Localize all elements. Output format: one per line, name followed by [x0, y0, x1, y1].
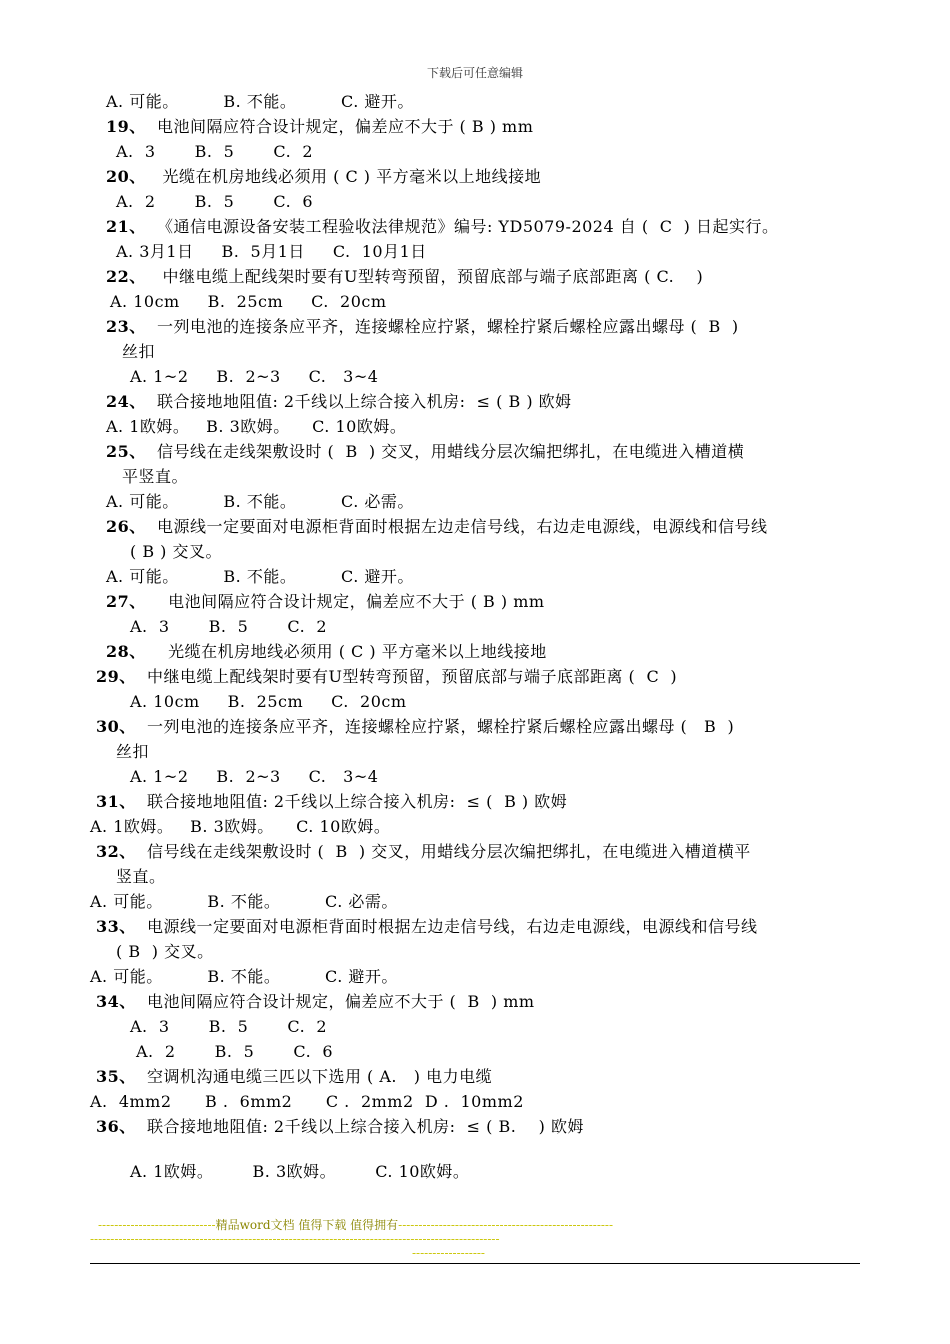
question-number: 36、 [96, 1117, 136, 1136]
line-text: A. 可能。 B. 不能。 C. 避开。 [90, 967, 398, 986]
question-number: 19、 [106, 117, 146, 136]
line-text: A. 可能。 B. 不能。 C. 避开。 [106, 567, 414, 586]
line-text: 一列电池的连接条应平齐，连接螺栓应拧紧，螺栓拧紧后螺栓应露出螺母 ( B ) [135, 717, 735, 736]
question-number: 29、 [96, 667, 136, 686]
option-line [116, 867, 166, 887]
line-text: 光缆在机房地线必须用 ( C ) 平方毫米以上地线接地 [145, 642, 547, 661]
question-line [96, 1067, 492, 1087]
line-text: A. 10cm B. 25cm C. 20cm [130, 692, 407, 711]
line-text: A. 1~2 B. 2~3 C. 3~4 [130, 767, 379, 786]
option-line [90, 1092, 524, 1112]
question-number: 26、 [106, 517, 146, 536]
line-text: A. 1欧姆。 B. 3欧姆。 C. 10欧姆。 [90, 817, 391, 836]
line-text: A. 3 B. 5 C. 2 [116, 142, 313, 161]
question-number: 28、 [106, 642, 146, 661]
line-text: A. 1欧姆。 B. 3欧姆。 C. 10欧姆。 [130, 1162, 470, 1181]
line-text: 联合接地地阻值: 2千线以上综合接入机房: ≤ ( B ) 欧姆 [145, 392, 572, 411]
option-line [116, 742, 149, 762]
line-text: ( B ) 交叉。 [116, 942, 214, 961]
question-line [106, 267, 703, 287]
question-number: 22、 [106, 267, 146, 286]
line-text: 电源线一定要面对电源柜背面时根据左边走信号线，右边走电源线，电源线和信号线 [145, 517, 768, 536]
line-text: 空调机沟通电缆三匹以下选用 ( A. ) 电力电缆 [135, 1067, 493, 1086]
question-number: 33、 [96, 917, 136, 936]
line-text: A. 1欧姆。 B. 3欧姆。 C. 10欧姆。 [106, 417, 407, 436]
line-text: A. 3 B. 5 C. 2 [130, 1017, 327, 1036]
option-line [130, 617, 327, 637]
line-text: A. 可能。 B. 不能。 C. 必需。 [90, 892, 398, 911]
question-number: 21、 [106, 217, 146, 236]
question-line [106, 392, 572, 412]
footer-dashes: ----------------------------------------------------------------------------------------------------- [90, 1232, 500, 1246]
option-line [130, 767, 378, 787]
question-line [106, 217, 779, 237]
footer-dashes-short: ------------------ [412, 1246, 485, 1260]
line-text: 《通信电源设备安装工程验收法律规范》编号: YD5079-2024 自 ( C ) 日起实行。 [145, 217, 779, 236]
line-text: 联合接地地阻值: 2千线以上综合接入机房: ≤ ( B. ) 欧姆 [135, 1117, 585, 1136]
question-line [96, 842, 751, 862]
question-number: 31、 [96, 792, 136, 811]
line-text: 竖直。 [116, 867, 166, 886]
option-line [106, 417, 406, 437]
question-line [96, 992, 535, 1012]
line-text: A. 1~2 B. 2~3 C. 3~4 [130, 367, 379, 386]
question-number: 32、 [96, 842, 136, 861]
line-text: 信号线在走线架敷设时 ( B ) 交叉，用蜡线分层次编把绑扎，在电缆进入槽道横平 [135, 842, 751, 861]
option-line [136, 1042, 333, 1062]
option-line [116, 192, 313, 212]
option-line [130, 367, 378, 387]
line-text: ( B ) 交叉。 [130, 542, 223, 561]
question-number: 30、 [96, 717, 136, 736]
line-text: 电池间隔应符合设计规定，偏差应不大于 ( B ) mm [145, 592, 545, 611]
line-text: 中继电缆上配线架时要有U型转弯预留，预留底部与端子底部距离 ( C. ) [145, 267, 704, 286]
question-number: 25、 [106, 442, 146, 461]
question-line [106, 317, 739, 337]
line-text: 电池间隔应符合设计规定，偏差应不大于 ( B ) mm [145, 117, 534, 136]
line-text: 电池间隔应符合设计规定，偏差应不大于 ( B ) mm [135, 992, 535, 1011]
line-text: 光缆在机房地线必须用 ( C ) 平方毫米以上地线接地 [145, 167, 542, 186]
line-text: 电源线一定要面对电源柜背面时根据左边走信号线，右边走电源线，电源线和信号线 [135, 917, 758, 936]
question-number: 35、 [96, 1067, 136, 1086]
footer-rule [90, 1263, 860, 1264]
line-text: 联合接地地阻值: 2千线以上综合接入机房: ≤ ( B ) 欧姆 [135, 792, 568, 811]
line-text: A. 2 B. 5 C. 6 [116, 192, 313, 211]
question-line [106, 642, 547, 662]
line-text: A. 可能。 B. 不能。 C. 避开。 [106, 92, 414, 111]
line-text: 一列电池的连接条应平齐，连接螺栓应拧紧，螺栓拧紧后螺栓应露出螺母 ( B ) [145, 317, 739, 336]
question-line [96, 1117, 584, 1137]
question-number: 24、 [106, 392, 146, 411]
option-line [116, 142, 313, 162]
option-line [90, 892, 398, 912]
option-line [106, 567, 414, 587]
line-text: 丝扣 [116, 742, 150, 761]
footer-banner-text: 精品word文档 值得下载 值得拥有 [215, 1218, 399, 1232]
option-line [90, 967, 398, 987]
question-number: 20、 [106, 167, 146, 186]
question-line [96, 717, 734, 737]
option-line [122, 467, 188, 487]
option-line [110, 292, 387, 312]
question-line [106, 592, 545, 612]
line-text: A. 2 B. 5 C. 6 [136, 1042, 333, 1061]
option-line [122, 342, 155, 362]
page-header: 下载后可任意编辑 [426, 66, 523, 80]
question-line [96, 917, 757, 937]
line-text: 中继电缆上配线架时要有U型转弯预留，预留底部与端子底部距离 ( C ) [135, 667, 678, 686]
line-text: 信号线在走线架敷设时 ( B ) 交叉，用蜡线分层次编把绑扎，在电缆进入槽道横 [145, 442, 745, 461]
option-line [116, 942, 214, 962]
question-line [106, 517, 767, 537]
question-line [96, 667, 677, 687]
question-number: 27、 [106, 592, 146, 611]
line-text: A. 3月1日 B. 5月1日 C. 10月1日 [116, 242, 427, 261]
option-line [130, 1017, 327, 1037]
line-text: A. 可能。 B. 不能。 C. 必需。 [106, 492, 414, 511]
line-text: A. 4mm2 B . 6mm2 C . 2mm2 D . 10mm2 [90, 1092, 524, 1111]
question-line [106, 442, 744, 462]
option-line [106, 92, 414, 112]
option-line [90, 817, 390, 837]
question-number: 34、 [96, 992, 136, 1011]
option-line [130, 1162, 469, 1182]
line-text: A. 3 B. 5 C. 2 [130, 617, 327, 636]
line-text: 平竖直。 [122, 467, 189, 486]
line-text: A. 10cm B. 25cm C. 20cm [110, 292, 387, 311]
option-line [116, 242, 427, 262]
question-number: 23、 [106, 317, 146, 336]
question-line [96, 792, 567, 812]
option-line [130, 692, 407, 712]
line-text: 丝扣 [122, 342, 156, 361]
question-line [106, 117, 533, 137]
question-line [106, 167, 541, 187]
option-line [106, 492, 414, 512]
footer-banner: -----------------------------精品word文档 值得下载 值得拥有----------------------------------------------------- [98, 1218, 614, 1232]
option-line [130, 542, 222, 562]
